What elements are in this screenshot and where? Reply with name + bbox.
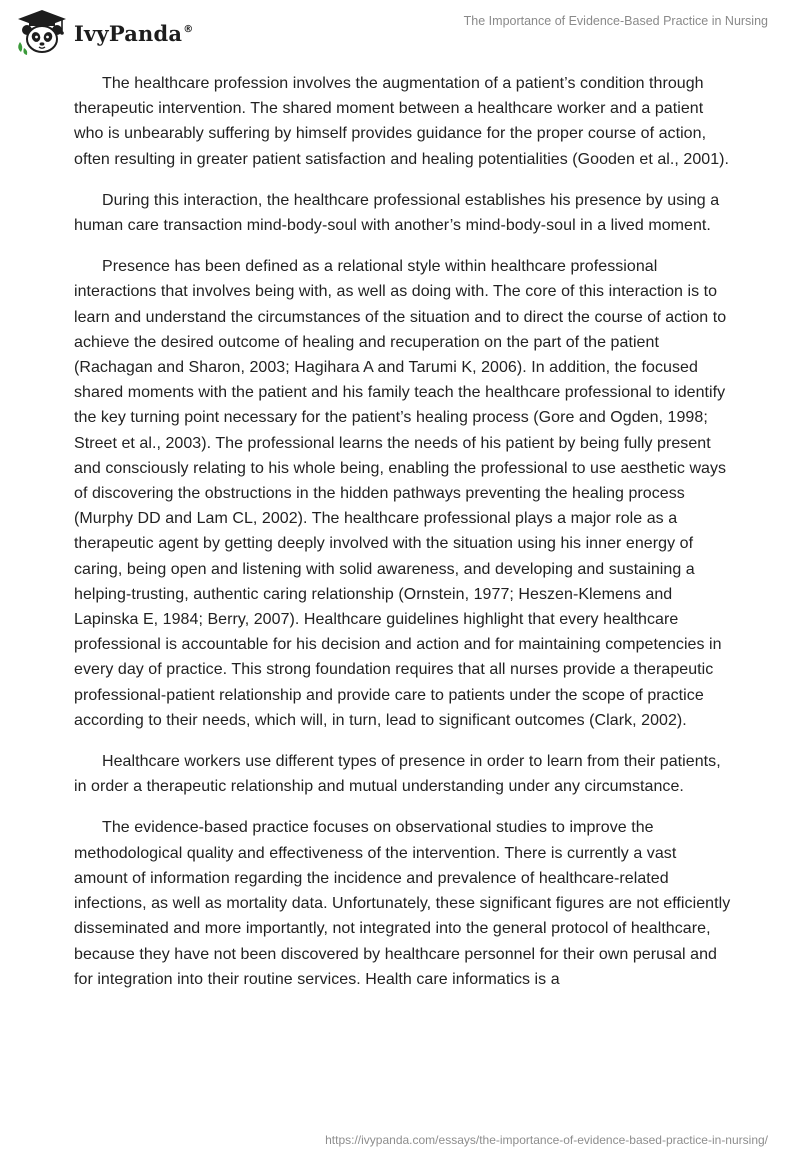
- paragraph-1: The healthcare profession involves the augmentation of a patient’s condition through therapeutic intervention. The shared moment between a healthcare worker and a patient who is unbearably suffering by himself provides guidance for the proper course of action, often resulting in greater patient satisfaction and healing potentialities (Gooden et al., 2001).: [74, 75, 730, 168]
- paragraph-3: Presence has been defined as a relational style within healthcare professional interactions that involves being with, as well as doing with. The core of this interaction is to learn and understand the circumstances of the situation and to direct the course of action to achieve the desired outcome of healing and recuperation on the part of the patient (Rachagan and Sharon, 2003; Hagihara A and Tarumi K, 2006). In addition, the focused shared moments with the patient and his family teach the healthcare professional to identify the key turning point necessary for the patient’s healing process (Gore and Ogden, 1998; Street et al., 2003). The professional learns the needs of his patient by being fully present and consciously relating to his whole being, enabling the professional to use aesthetic ways of discovering the obstructions in the hidden pathways preventing the healing process (Murphy DD and Lam CL, 2002). The healthcare professional plays a major role as a therapeutic agent by getting deeply involved with the situation using his inner energy of caring, being open and listening with solid awareness, and developing and sustaining a helping-trusting, authentic caring relationship (Ornstein, 1977; Heszen-Klemens and Lapinska E, 1984; Berry, 2007). Healthcare guidelines highlight that every healthcare professional is accountable for his decision and action and for maintaining competencies in every day of practice. This strong foundation requires that all nurses provide a therapeutic professional-patient relationship and provide care to patients under the scope of practice according to their needs, which will, in turn, lead to significant outcomes (Clark, 2002).: [74, 258, 727, 729]
- paragraph-2: During this interaction, the healthcare professional establishes his presence by using a human care transaction mind-body-soul with another’s mind-body-soul in a lived moment.: [74, 191, 720, 235]
- page-header: [0, 0, 800, 64]
- panda-graduate-icon: [14, 8, 70, 56]
- paragraph-4: Healthcare workers use different types of presence in order to learn from their patients, in order a therapeutic relationship and mutual understanding under any circumstance.: [74, 753, 721, 796]
- paragraph-5: The evidence-based practice focuses on observational studies to improve the methodological quality and effectiveness of the intervention. There is currently a vast amount of information regarding the incidence and prevalence of healthcare-related infections, as well as mortality data. Unfortunately, these significant figures are not efficiently disseminated and more importantly, not integrated into the general protocol of healthcare, because they have not been discovered by healthcare personnel for their own perusal and for integration into their routine services. Health care informatics is a: [74, 819, 731, 988]
- source-url-link[interactable]: https://ivypanda.com/essays/the-importance-of-evidence-based-practice-in-nursing/: [325, 1133, 768, 1147]
- essay-body: [74, 71, 734, 1008]
- document-title: The Importance of Evidence-Based Practice in Nursing: [463, 14, 768, 28]
- ivypanda-logo[interactable]: [14, 8, 193, 56]
- brand-name: IvyPanda®: [74, 20, 194, 46]
- brand-registered-mark: ®: [183, 23, 194, 35]
